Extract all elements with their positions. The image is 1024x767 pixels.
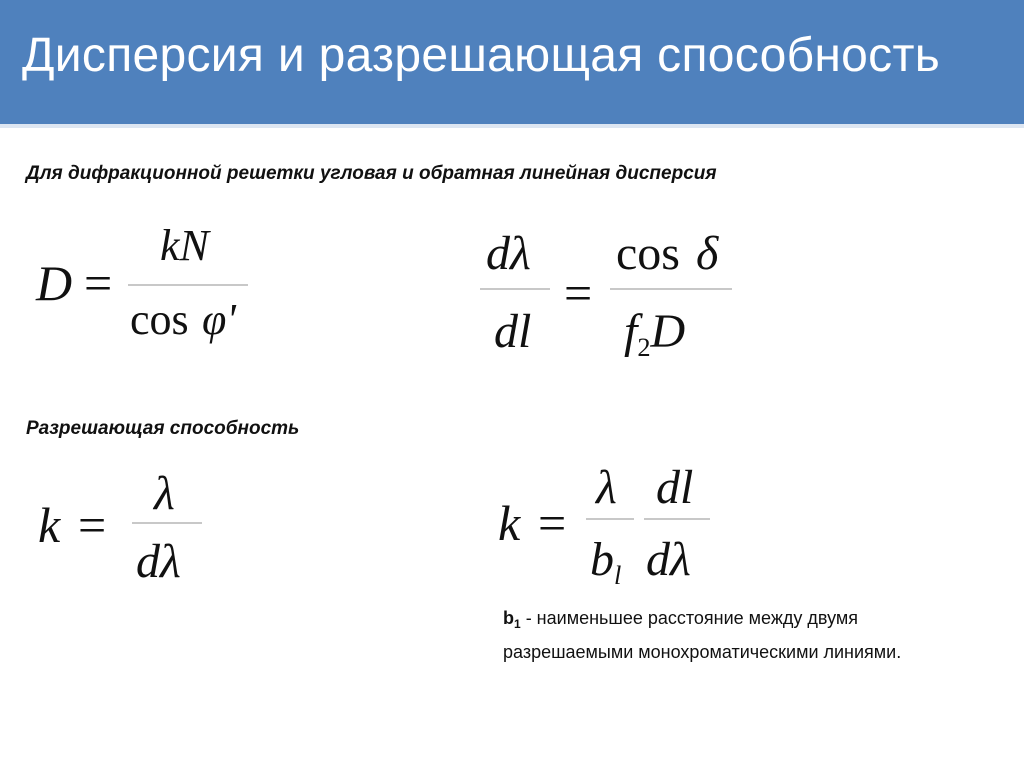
formula-denominator-phi: φ' (202, 295, 236, 344)
formula-frac2-numerator: dl (656, 461, 694, 514)
slide-title: Дисперсия и разрешающая способность (22, 29, 941, 82)
formula-numerator-cos: cos (616, 227, 680, 280)
fraction-bar (480, 288, 550, 290)
formula-d-symbol: D (650, 305, 686, 358)
resolution-full-formula (498, 458, 728, 598)
formula-denominator-dlambda: dλ (136, 535, 181, 588)
formula-frac1-numerator: λ (596, 461, 617, 514)
title-bar (0, 0, 1024, 124)
formula-f-subscript: 2 (637, 332, 651, 363)
b1-definition-note (503, 604, 983, 666)
formula-b-subscript: l (614, 560, 622, 591)
formula-equals: = (564, 265, 593, 321)
fraction-bar (132, 522, 202, 524)
formula-equals: = (78, 497, 107, 553)
formula-numerator-delta: δ (696, 227, 719, 280)
formula-lhs-numerator: dλ (486, 227, 531, 280)
formula-f-symbol: f (624, 305, 638, 358)
note-text: - наименьшее расстояние между двумя разрешаемыми монохроматическими линиями. (503, 608, 902, 662)
formula-equals: = (538, 495, 567, 551)
formula-equals: = (84, 255, 113, 311)
fraction-bar (610, 288, 732, 290)
formula-frac2-denominator: dλ (646, 533, 691, 586)
dispersion-heading: Для дифракционной решетки угловая и обратная линейная дисперсия (26, 163, 717, 184)
resolution-simple-formula (38, 467, 218, 600)
formula-b-symbol: b (590, 533, 614, 586)
formula-lhs-k: k (498, 495, 521, 551)
note-symbol-subscript: 1 (514, 617, 521, 631)
formula-lhs-k: k (38, 497, 61, 553)
formula-numerator-kn: kN (160, 221, 209, 270)
fraction-bar (644, 518, 710, 520)
formula-lhs-d: D (36, 255, 73, 311)
fraction-bar (128, 284, 248, 286)
formula-lhs-denominator: dl (494, 305, 532, 358)
fraction-bar (586, 518, 634, 520)
title-bar-divider (0, 124, 1024, 128)
formula-denominator-cos: cos (130, 295, 189, 344)
formula-numerator-lambda: λ (154, 467, 175, 520)
angular-dispersion-formula (36, 222, 266, 362)
linear-dispersion-formula (478, 222, 738, 372)
formula-frac1-denominator (590, 533, 622, 591)
note-symbol: b (503, 608, 514, 628)
formula-denominator-f (624, 305, 686, 363)
resolution-heading: Разрешающая способность (26, 418, 300, 439)
